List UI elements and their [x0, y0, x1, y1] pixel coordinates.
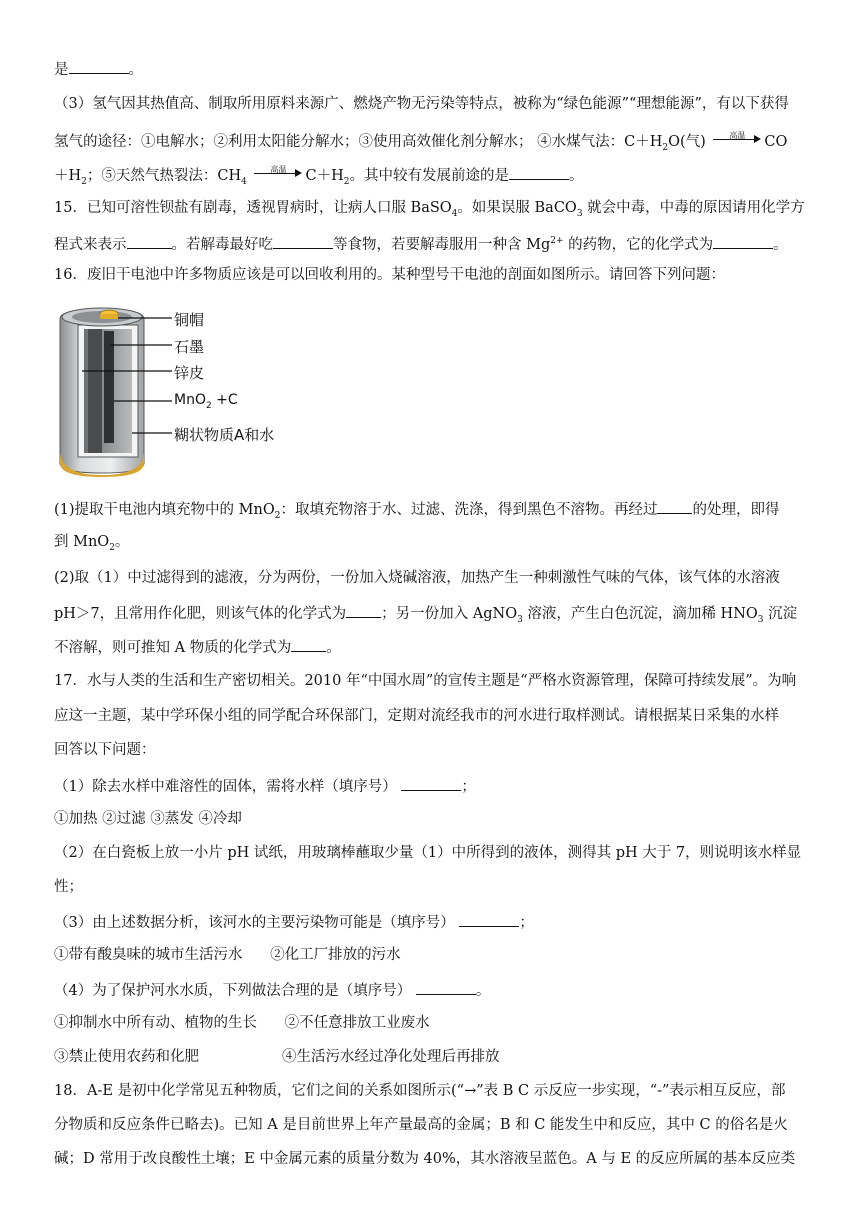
text: CO: [764, 134, 788, 150]
text: 回答以下问题：: [54, 742, 156, 758]
text: (2)取（1）中过滤得到的滤液，分为两份，一份加入烧碱溶液，加热产生一种刺激性气味的气体，该气体的水溶液: [54, 570, 780, 586]
subscript: 2: [343, 176, 350, 187]
text: ①抑制水中所有动、植物的生长 ②不任意排放工业废水: [54, 1015, 430, 1031]
text: 18．A-E 是初中化学常见五种物质，它们之间的关系如图所示(“→”表 B C 示反应一步实现，“-”表示相互反应，部: [54, 1083, 786, 1099]
text: 。: [773, 236, 788, 253]
text: ；另一份加入 AgNO: [381, 606, 518, 622]
text: ①加热 ②过滤 ③蒸发 ④冷却: [54, 811, 242, 827]
question-18-line-3: [54, 1149, 795, 1169]
answer-blank[interactable]: [127, 233, 172, 249]
subscript: 2: [81, 176, 87, 187]
question-15-line-2: [54, 231, 788, 255]
q16-part1-line-1: [54, 498, 779, 526]
answer-blank[interactable]: [69, 58, 129, 74]
answer-blank[interactable]: [713, 233, 773, 249]
text: 的药物，它的化学式为: [563, 236, 714, 253]
text: 是: [54, 62, 69, 78]
text: 。若解毒最好吃: [171, 236, 273, 253]
text: 性；: [54, 879, 83, 895]
text: 16．废旧干电池中许多物质应该是可以回收利用的。某种型号干电池的剖面如图所示。请回答下列问题：: [54, 267, 725, 283]
subscript: 2: [205, 400, 212, 411]
line-answer-blank: [54, 58, 143, 80]
text: （1）除去水样中难溶性的固体，需将水样（填序号）: [54, 779, 397, 795]
question-17-line-2: [54, 706, 779, 726]
superscript: 2+: [550, 236, 564, 246]
text: (1)提取干电池内填充物中的 MnO: [54, 502, 275, 518]
q17-options-3: [54, 945, 401, 965]
label-paste-a-water: 糊状物质A和水: [174, 426, 275, 444]
label-copper-cap: 铜帽: [174, 311, 205, 329]
subscript: 2: [662, 142, 669, 153]
answer-blank[interactable]: [346, 602, 381, 618]
question-18-line-2: [54, 1115, 788, 1135]
reaction-condition: 高温: [729, 131, 746, 140]
question-16-line: [54, 265, 725, 285]
subscript: 4: [451, 208, 458, 219]
battery-cross-section-figure: [54, 303, 290, 479]
text: 。: [128, 62, 143, 78]
answer-blank[interactable]: [657, 498, 692, 514]
text: 到 MnO: [54, 534, 110, 550]
text: 的处理，即得: [692, 502, 780, 518]
label-graphite: 石墨: [174, 338, 205, 356]
label-zinc-shell: 锌皮: [174, 364, 205, 382]
text: 。: [475, 983, 491, 999]
text: +C: [211, 392, 238, 408]
subscript: 3: [757, 614, 764, 625]
hydrogen-intro-line: [54, 94, 789, 114]
text: 分物质和反应条件已略去)。已知 A 是目前世界上年产量最高的金属；B 和 C 能发生中和反应，其中 C 的俗名是火: [54, 1117, 788, 1133]
text: （4）为了保护河水水质，下列做法合理的是（填序号）: [54, 983, 412, 999]
text: 碱；D 常用于改良酸性土壤；E 中金属元素的质量分数为 40%，其水溶液呈蓝色。A 与 E 的反应所属的基本反应类: [54, 1151, 796, 1167]
text: pH＞7，且常用作化肥，则该气体的化学式为: [54, 606, 347, 622]
question-18-line-1: [54, 1081, 785, 1101]
text: ＋H: [54, 168, 82, 184]
text: ③禁止使用农药和化肥 ④生活污水经过净化处理后再排放: [54, 1049, 500, 1065]
text: 氢气的途径：①电解水；②利用太阳能分解水；③使用高效催化剂分解水； ④水煤气法：C＋H: [54, 134, 663, 150]
text: 。: [114, 534, 130, 550]
q16-part1-line-2: [54, 532, 129, 558]
answer-blank[interactable]: [273, 233, 333, 249]
answer-blank[interactable]: [416, 979, 476, 995]
q17-options-1: [54, 809, 242, 829]
subscript: 4: [241, 176, 247, 187]
text: 。其中较有发展前途的是: [349, 168, 509, 184]
subscript: 3: [576, 208, 583, 219]
text: ；: [519, 915, 534, 931]
text: 。: [568, 168, 584, 184]
reaction-arrow: [254, 162, 302, 182]
text: 就会中毒，中毒的原因请用化学方: [582, 200, 805, 216]
label-mno2-c: [174, 392, 238, 411]
text: O(气): [668, 134, 706, 150]
text: C＋H: [305, 168, 344, 184]
battery-diagram: [54, 303, 290, 479]
question-17-line-3: [54, 740, 156, 760]
text: 15．已知可溶性钡盐有剧毒，透视胃病时，让病人口服 BaSO: [54, 200, 452, 216]
q17-sub3: [54, 911, 534, 933]
q16-part2-line-1: [54, 568, 780, 588]
text: （3）由上述数据分析，该河水的主要污染物可能是（填序号）: [54, 915, 455, 931]
hydrogen-methods-line-2: [54, 162, 583, 192]
answer-blank[interactable]: [459, 911, 519, 927]
text: 。: [326, 640, 341, 656]
subscript: 2: [109, 542, 115, 553]
question-17-line-1: [54, 671, 796, 691]
reaction-condition: 高温: [270, 165, 287, 174]
text: 溶液，产生白色沉淀，滴加稀 HNO: [522, 606, 758, 622]
text: 程式来表示: [54, 236, 127, 253]
text: ；⑤天然气热裂法：CH: [86, 168, 242, 184]
text: （2）在白瓷板上放一小片 pH 试纸，用玻璃棒蘸取少量（1）中所得到的液体，测得其 pH 大于 7，则说明该水样显: [54, 845, 802, 861]
text: ①带有酸臭味的城市生活污水 ②化工厂排放的污水: [54, 947, 401, 963]
text: 17．水与人类的生活和生产密切相关。2010 年“中国水周”的宣传主题是“严格水资源管理，保障可持续发展”。为响: [54, 673, 797, 689]
reaction-arrow: [713, 128, 761, 148]
hydrogen-methods-line: [54, 128, 787, 158]
text: 不溶解，则可推知 A 物质的化学式为: [54, 640, 292, 656]
text: ；: [461, 779, 476, 795]
answer-blank[interactable]: [401, 775, 461, 791]
q17-sub2: [54, 843, 801, 863]
text: 沉淀: [763, 606, 798, 622]
subscript: 3: [517, 614, 523, 625]
q17-sub1: [54, 775, 476, 797]
question-15-line-1: [54, 198, 805, 224]
q17-sub2-cont: [54, 877, 83, 897]
answer-blank[interactable]: [291, 636, 326, 652]
subscript: 2: [274, 510, 281, 521]
q16-part2-line-2: [54, 602, 797, 630]
text: （3）氢气因其热值高、制取所用原料来源广、燃烧产物无污染等特点，被称为“绿色能源”“理想能源”，有以下获得: [54, 96, 789, 112]
text: 。如果误服 BaCO: [457, 200, 577, 216]
answer-blank[interactable]: [509, 164, 569, 180]
q17-sub4: [54, 979, 490, 1001]
q17-options-4b: [54, 1047, 499, 1067]
text: MnO: [174, 392, 206, 408]
text: ：取填充物溶于水、过滤、洗涤，得到黑色不溶物。再经过: [280, 502, 658, 518]
text: 等食物，若要解毒服用一种含 Mg: [333, 236, 551, 253]
text: 应这一主题，某中学环保小组的同学配合环保部门，定期对流经我市的河水进行取样测试。请根据某日采集的水样: [54, 708, 779, 724]
q17-options-4a: [54, 1013, 430, 1033]
q16-part2-line-3: [54, 636, 341, 658]
